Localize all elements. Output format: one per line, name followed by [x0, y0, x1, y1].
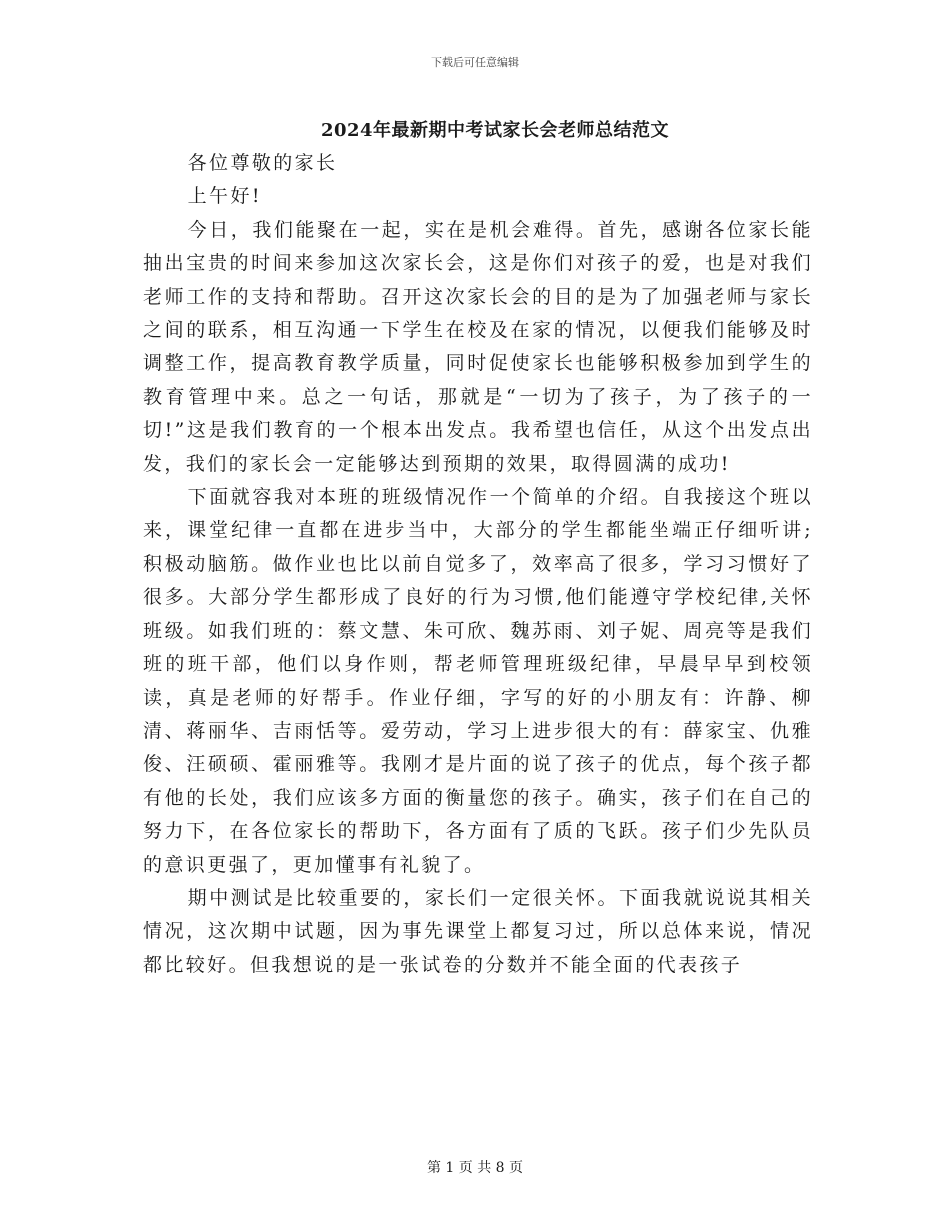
paragraph-intro: 今日，我们能聚在一起，实在是机会难得。首先，感谢各位家长能抽出宝贵的时间来参加这次家长会，这是你们对孩子的爱，也是对我们老师工作的支持和帮助。召开这次家长会的目的是为了加强老师与家长之间的联系，相互沟通一下学生在校及在家的情况，以便我们能够及时调整工作，提高教育教学质量，同时促使家长也能够积极参加到学生的教育管理中来。总之一句话，那就是“一切为了孩子，为了孩子的一切!”这是我们教育的一个根本出发点。我希望也信任，从这个出发点出发，我们的家长会一定能够达到预期的效果，取得圆满的成功!	[143, 218, 813, 475]
greeting: 上午好!	[187, 185, 262, 208]
paragraph-class-situation: 下面就容我对本班的班级情况作一个简单的介绍。自我接这个班以来，课堂纪律一直都在进步当中，大部分的学生都能坐端正仔细听讲;积极动脑筋。做作业也比以前自觉多了，效率高了很多，学习习惯好了很多。大部分学生都形成了良好的行为习惯,他们能遵守学校纪律,关怀班级。如我们班的：蔡文慧、朱可欣、魏苏雨、刘子妮、周亮等是我们班的班干部，他们以身作则，帮老师管理班级纪律，早晨早早到校领读，真是老师的好帮手。作业仔细，字写的好的小朋友有：许静、柳清、蒋丽华、吉雨恬等。爱劳动，学习上进步很大的有：薛家宝、仇雅俊、汪硕硕、霍丽雅等。我刚才是片面的说了孩子的优点，每个孩子都有他的长处，我们应该多方面的衡量您的孩子。确实，孩子们在自己的努力下，在各位家长的帮助下，各方面有了质的飞跃。孩子们少先队员的意识更强了，更加懂事有礼貌了。	[143, 486, 813, 876]
document-body	[143, 147, 813, 982]
document-title: 2024年最新期中考试家长会老师总结范文	[320, 120, 670, 141]
paragraph-midterm-exam: 期中测试是比较重要的，家长们一定很关怀。下面我就说说其相关情况，这次期中试题，因为事先课堂上都复习过，所以总体来说，情况都比较好。但我想说的是一张试卷的分数并不能全面的代表孩子	[143, 886, 813, 976]
page-number: 第 1 页 共 8 页	[426, 1160, 524, 1176]
salutation: 各位尊敬的家长	[187, 152, 338, 174]
header-note: 下载后可任意编辑	[431, 56, 519, 69]
